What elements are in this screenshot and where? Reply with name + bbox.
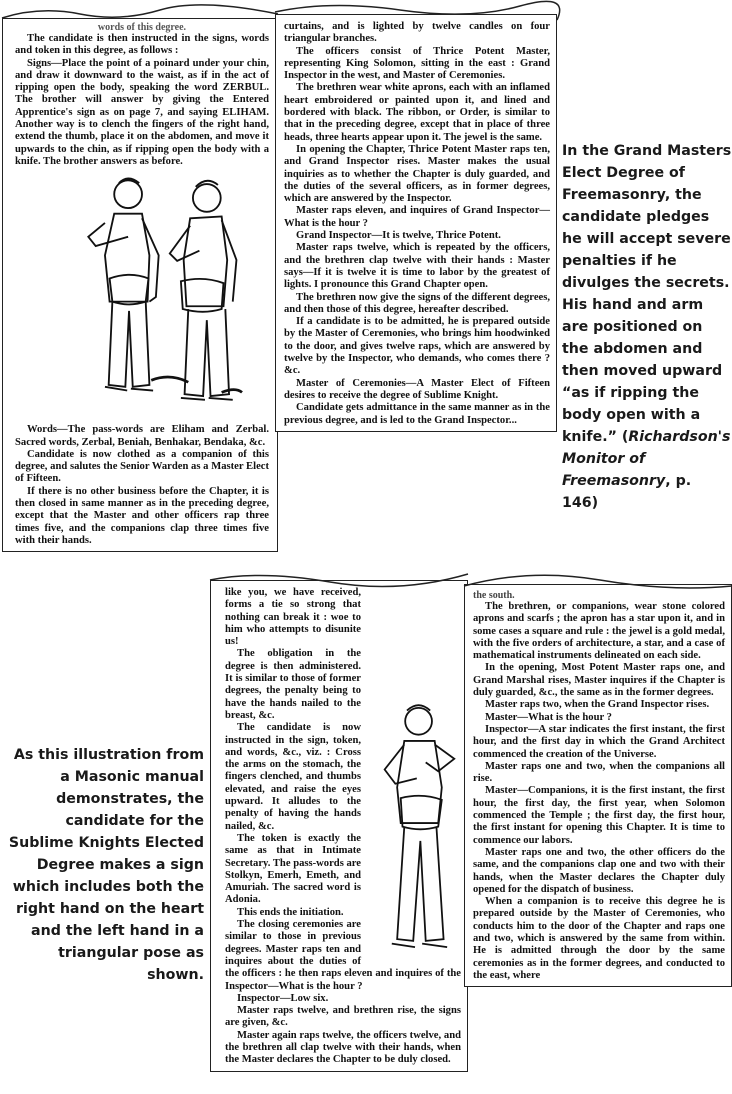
citation-title: Richardson's Monitor of Freemasonry <box>562 429 731 489</box>
top-fragment: the south. <box>473 590 515 601</box>
paragraph: The candidate is then instructed in the signs, words and token in this degree, as follows : <box>15 33 269 57</box>
paragraph: Candidate is now clothed as a companion of this degree, and salutes the Senior Warden as a Master Elect of Fifteen. <box>15 448 269 485</box>
paragraph: Master—What is the hour ? <box>485 711 612 723</box>
clipping-top-middle <box>275 14 557 432</box>
top-fragment: words of this degree. <box>97 22 187 33</box>
paragraph: Inspector—A star indicates the first instant, the first hour, and the first day in which the Grand Architect commenced the creation of the Universe. <box>473 723 725 760</box>
paragraph: Words—The pass-words are Eliham and Zerbal. Sacred words, Zerbal, Beniah, Benhakar, Bendaka, &c. <box>15 424 269 448</box>
paragraph: Master raps one and two, the other officers do the same, and the companions clap one and two with their hands, when the Master declares the Chapter duly opened for the dispatch of business. <box>473 846 725 895</box>
paragraph: The officers consist of Thrice Potent Master, representing King Solomon, sitting in the east : Grand Inspector in the west, and Master of Ceremonies. <box>284 45 550 82</box>
paragraph: The candidate is now instructed in the sign, token, and words, &c., viz. : Cross the arms on the stomach, the fingers clenched, and thumbs elevated, and raise the eyes upward. It alludes to the penalty of having the hands nailed, &c. <box>225 722 361 832</box>
paragraph: The closing ceremonies are similar to those in previous degrees. Master raps ten and inquires about the duties of the officers : he then raps eleven and inquires of the Inspector—What is the hour ? <box>225 919 461 992</box>
paragraph: If there is no other business before the Chapter, it is then closed in same manner as in the preceding degree, except that the Master and other officers rap three times five, and the companions clap three times five with their hands. <box>15 485 269 546</box>
paragraph: Inspector—Low six. <box>237 992 329 1004</box>
paragraph: The brethren wear white aprons, each with an inflamed heart embroidered or painted upon it, and lined and bordered with black. The ribbon, or Order, is similar to that in the preceding degree, except that in place of three heads, three hearts appear upon it. The jewel is the same. <box>284 82 550 143</box>
clipping-bottom-middle <box>210 580 468 1072</box>
caption-right <box>562 140 732 514</box>
left-figure <box>88 179 188 391</box>
paragraph: Master—Companions, it is the first instant, the first hour, the first day, the first year, when Solomon commenced the Temple ; the first day, the first hour, the first instant for opening this Chapter. It is time to commence our labors. <box>473 785 725 846</box>
mason-hand-on-heart-illustration <box>365 697 465 967</box>
paragraph: Master raps one and two, when the companions all rise. <box>473 760 725 785</box>
paragraph: Master again raps twelve, the officers twelve, and the brethren all clap twelve with their hands, when the Master declares the Chapter to be duly closed. <box>225 1029 461 1066</box>
paragraph: The obligation in the degree is then administered. It is similar to those of former degrees, the penalty being to have the hands nailed to the breast, &c. <box>225 648 361 721</box>
citation-page: , p. 146) <box>562 473 692 511</box>
paragraph: Master raps two, when the Grand Inspector rises. <box>485 699 710 711</box>
paragraph: Master of Ceremonies—A Master Elect of Fifteen desires to receive the degree of Sublime Knight. <box>284 377 550 401</box>
paragraph: Master raps twelve, which is repeated by the officers, and the brethren clap twelve with their hands : Master says—If it is twelve it is time to labor by the greatest of lights. I pronounce this Grand Chapter open. <box>284 242 550 291</box>
paragraph: Candidate gets admittance in the same manner as in the previous degree, and is led to the Grand Inspector... <box>284 402 550 426</box>
paragraph: Master raps twelve, and brethren rise, the signs are given, &c. <box>225 1005 461 1029</box>
paragraph: In the opening, Most Potent Master raps one, and Grand Marshal rises, Master inquires if the Chapter is duly guarded, &c., the same as in the former degrees. <box>473 662 725 699</box>
torn-edge-top-left <box>2 5 278 18</box>
paragraph: In opening the Chapter, Thrice Potent Master raps ten, and Grand Inspector rises. Master makes the usual inquiries as to whether the Chapter is duly guarded, and the duties of the several officers, as in former degrees, which are answered by the Inspector. <box>284 143 550 205</box>
paragraph: Grand Inspector—It is twelve, Thrice Potent. <box>296 230 501 242</box>
caption-text: As this illustration from a Masonic manual demonstrates, the candidate for the Sublime Knights Elected Degree makes a sign which includes both the right hand on the heart and the left hand in a triangular pose as shown. <box>8 747 204 983</box>
paragraph: The brethren now give the signs of the different degrees, and then those of this degree, hereafter described. <box>284 291 550 315</box>
paragraph: If a candidate is to be admitted, he is prepared outside by the Master of Ceremonies, who brings him hoodwinked to the door, and gives twelve raps, which are answered by twelve by the Inspector, who demands, who comes there ? &c. <box>284 316 550 377</box>
clipping-bottom-right <box>464 584 732 987</box>
two-masons-illustration <box>32 172 252 422</box>
paragraph: The brethren, or companions, wear stone colored aprons and scarfs ; the apron has a star upon it, and in some cases a square and rule : the jewel is a gold medal, with the five orders of architecture, a star, and a case of mathematical instruments delineated on each side. <box>473 601 725 662</box>
paragraph: curtains, and is lighted by twelve candles on four triangular branches. <box>284 21 550 45</box>
caption-text: In the Grand Masters Elect Degree of Freemasonry, the candidate pledges he will accept severe penalties if he divulges the secrets. His hand and arm are positioned on the abdomen and then moved upward “as if ripping the body open with a knife.” <box>562 143 732 445</box>
clipping-top-left <box>2 18 278 552</box>
paragraph: When a companion is to receive this degree he is prepared outside by the Master of Ceremonies, who conducts him to the door of the Chapter and raps one and two, which is answered by the same from within. He is admitted through the door by the same ceremonies as in the former degrees, and conducted to the east, where <box>473 896 725 981</box>
caption-left <box>8 744 204 986</box>
citation-open: ( <box>621 429 629 445</box>
right-figure <box>170 181 242 400</box>
paragraph: The token is exactly the same as that in Intimate Secretary. The pass-words are Stolkyn, Emerh, Emeth, and Amuriah. The sacred word is Adonia. <box>225 832 361 906</box>
paragraph: Master raps eleven, and inquires of Grand Inspector—What is the hour ? <box>284 205 550 229</box>
paragraph: like you, we have received, forms a tie so strong that nothing can break it : woe to him who attempts to disunite us! <box>225 587 361 648</box>
paragraph: Signs—Place the point of a poinard under your chin, and draw it downward to the waist, as if in the act of ripping open the body, speaking the word ZERBUL. The brother will answer by giving the Entered Apprentice's sign as on page 7, and saying ELIHAM. Another way is to clench the fingers of the right hand, extend the thumb, place it on the abdomen, and move it upwards to the chin, as if ripping open the body with a knife. The brother answers as before. <box>15 57 269 167</box>
paragraph: This ends the initiation. <box>237 906 344 918</box>
